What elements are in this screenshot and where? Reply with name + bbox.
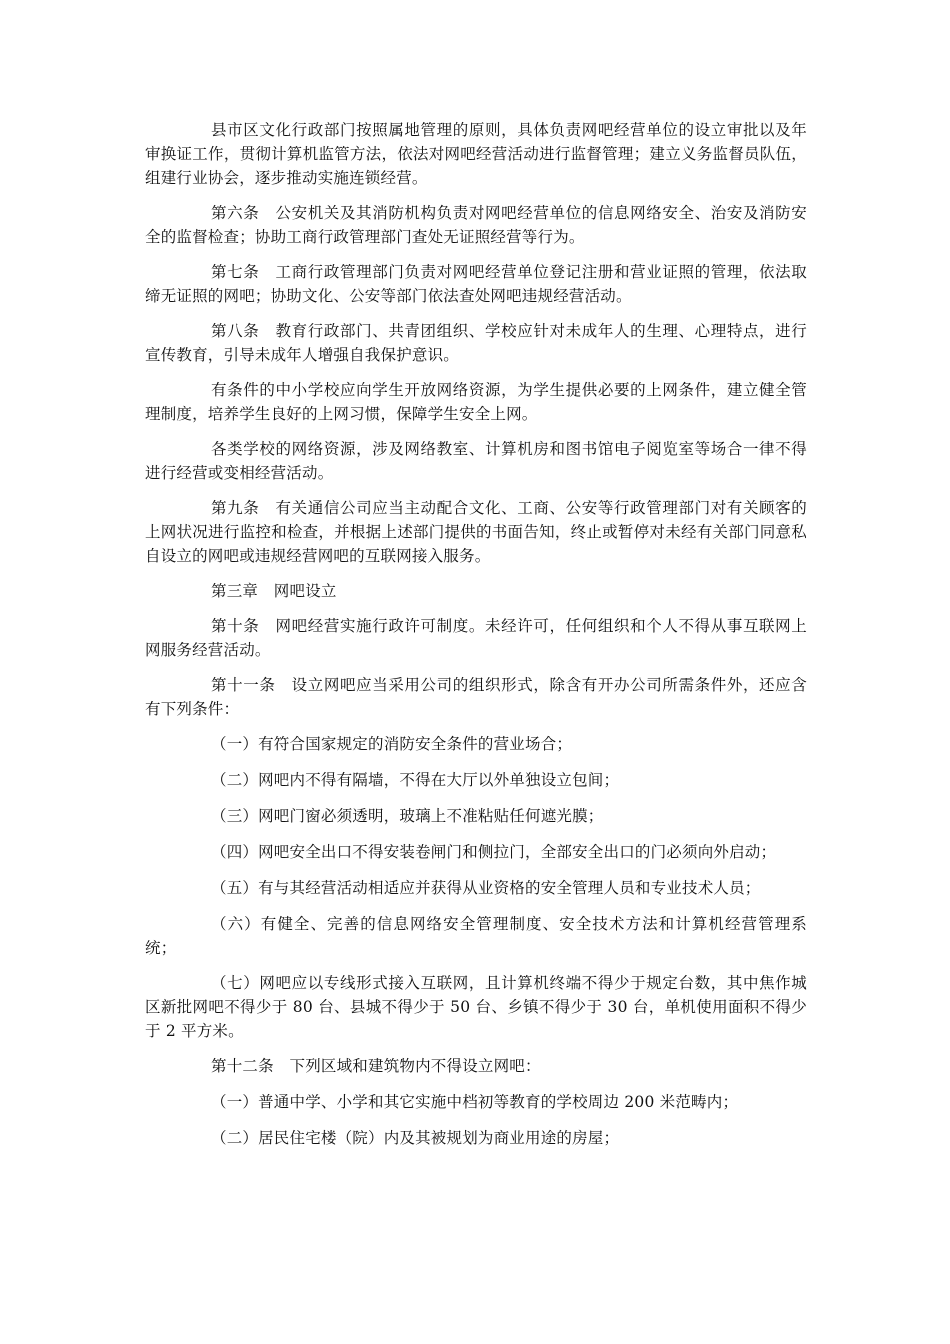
paragraph-article-11: 第十一条 设立网吧应当采用公司的组织形式，除含有开办公司所需条件外，还应含有下列条件： — [145, 676, 807, 718]
chapter-3-heading: 第三章 网吧设立 — [211, 582, 337, 600]
list-item-11-6: （六）有健全、完善的信息网络安全管理制度、安全技术方法和计算机经营管理系统； — [145, 915, 807, 957]
list-item-11-5: （五）有与其经营活动相适应并获得从业资格的安全管理人员和专业技术人员； — [211, 879, 761, 897]
paragraph-schools-no-business: 各类学校的网络资源，涉及网络教室、计算机房和图书馆电子阅览室等场合一律不得进行经营或变相经营活动。 — [145, 440, 807, 482]
paragraph-article-10: 第十条 网吧经营实施行政许可制度。未经许可，任何组织和个人不得从事互联网上网服务经营活动。 — [145, 617, 807, 659]
list-item-11-2: （二）网吧内不得有隔墙，不得在大厅以外单独设立包间； — [211, 771, 620, 789]
paragraph-county-culture-dept: 县市区文化行政部门按照属地管理的原则，具体负责网吧经营单位的设立审批以及年审换证工作，贯彻计算机监管方法，依法对网吧经营活动进行监督管理；建立义务监督员队伍，组建行业协会，逐步推动实施连锁经营。 — [145, 121, 807, 187]
paragraph-article-7: 第七条 工商行政管理部门负责对网吧经营单位登记注册和营业证照的管理，依法取缔无证照的网吧；协助文化、公安等部门依法查处网吧违规经营活动。 — [145, 263, 807, 305]
list-item-11-4: （四）网吧安全出口不得安装卷闸门和侧拉门，全部安全出口的门必须向外启动； — [211, 843, 777, 861]
list-item-11-1: （一）有符合国家规定的消防安全条件的营业场合； — [211, 735, 573, 753]
list-item-11-7: （七）网吧应以专线形式接入互联网，且计算机终端不得少于规定台数，其中焦作城区新批网吧不得少于 80 台、县城不得少于 50 台、乡镇不得少于 30 台，单机使用面积不得少于 2 平方米。 — [145, 974, 807, 1040]
paragraph-schools-open-resources: 有条件的中小学校应向学生开放网络资源，为学生提供必要的上网条件，建立健全管理制度，培养学生良好的上网习惯，保障学生安全上网。 — [145, 381, 807, 423]
list-item-12-2: （二）居民住宅楼（院）内及其被规划为商业用途的房屋； — [211, 1129, 620, 1147]
list-item-11-3: （三）网吧门窗必须透明，玻璃上不准粘贴任何遮光膜； — [211, 807, 604, 825]
paragraph-article-8: 第八条 教育行政部门、共青团组织、学校应针对未成年人的生理、心理特点，进行宣传教育，引导未成年人增强自我保护意识。 — [145, 322, 807, 364]
paragraph-article-12: 第十二条 下列区域和建筑物内不得设立网吧： — [211, 1057, 541, 1075]
document-page — [145, 118, 807, 1162]
paragraph-article-9: 第九条 有关通信公司应当主动配合文化、工商、公安等行政管理部门对有关顾客的上网状况进行监控和检查，并根据上述部门提供的书面告知，终止或暂停对未经有关部门同意私自设立的网吧或违规经营网吧的互联网接入服务。 — [145, 499, 807, 565]
paragraph-article-6: 第六条 公安机关及其消防机构负责对网吧经营单位的信息网络安全、治安及消防安全的监督检查；协助工商行政管理部门查处无证照经营等行为。 — [145, 204, 807, 246]
list-item-12-1: （一）普通中学、小学和其它实施中档初等教育的学校周边 200 米范畴内； — [211, 1093, 739, 1111]
